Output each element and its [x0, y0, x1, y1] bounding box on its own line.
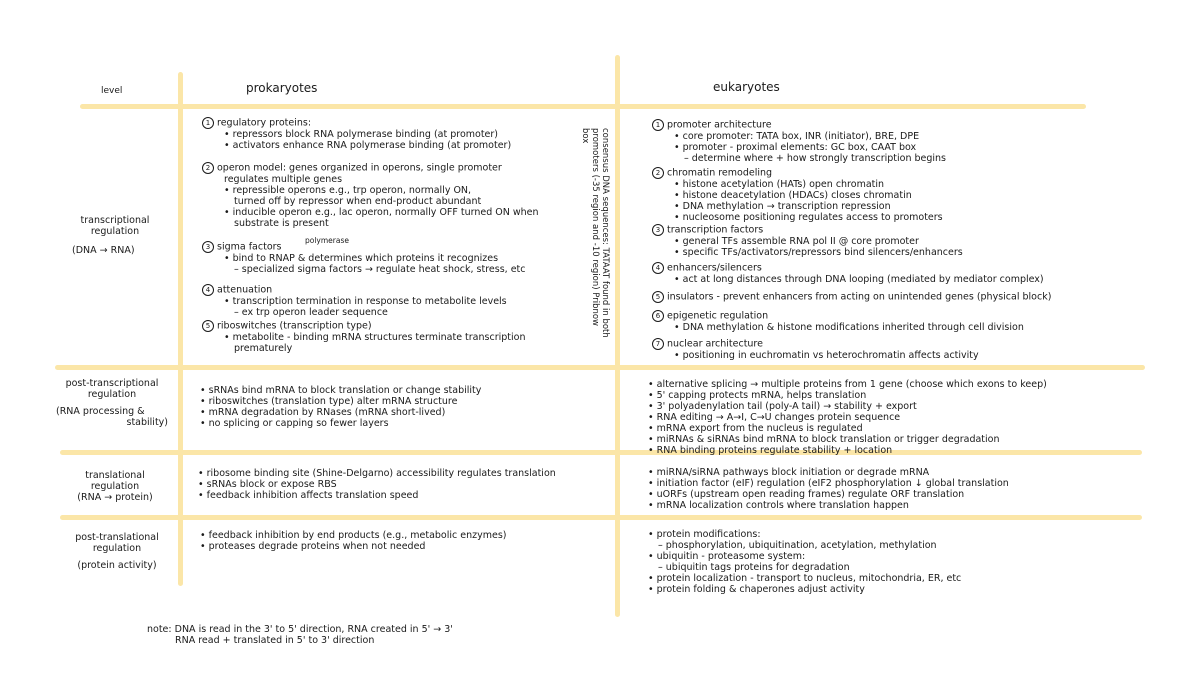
grid-line-header	[80, 104, 1086, 109]
euk-post-transcriptional-list	[648, 379, 1047, 456]
item-number: 4	[202, 284, 214, 296]
list-item: • sRNAs block or expose RBS	[198, 479, 337, 490]
euk-transcriptional-item-3: 3 transcription factors • general TFs assemble RNA pol II @ core promoter • specific TFs/activators/repressors bind silencers/enhancers	[652, 224, 963, 258]
list-item: • riboswitches (translation type) alter mRNA structure	[200, 396, 458, 407]
prok-post-translational-list	[200, 530, 507, 552]
euk-transcriptional-item-5: 5 insulators - prevent enhancers from acting on unintended genes (physical block)	[652, 291, 1051, 303]
header-eukaryotes: eukaryotes	[713, 80, 780, 94]
prok-translational-list	[198, 468, 556, 501]
prok-transcriptional-item-5: 5 riboswitches (transcription type) • metabolite - binding mRNA structures terminate transcription prematurely	[202, 320, 525, 354]
list-item: • feedback inhibition by end products (e.g., metabolic enzymes)	[200, 530, 507, 541]
euk-transcriptional-item-4: 4 enhancers/silencers • act at long distances through DNA looping (mediated by mediator complex)	[652, 262, 1044, 285]
list-item: • 3' polyadenylation tail (poly-A tail) → stability + export	[648, 401, 917, 412]
sigma-polymerase-note: polymerase	[305, 236, 349, 245]
list-item: • proteases degrade proteins when not needed	[200, 541, 426, 552]
grid-line-row-3	[60, 515, 1142, 520]
header-prokaryotes: prokaryotes	[246, 81, 318, 95]
item-number: 5	[652, 291, 664, 303]
direction-note: note: DNA is read in the 3' to 5' direction, RNA created in 5' → 3' RNA read + translated in 5' to 3' direction	[147, 624, 453, 646]
item-number: 5	[202, 320, 214, 332]
euk-translational-list	[648, 467, 1009, 511]
euk-transcriptional-item-6: 6 epigenetic regulation • DNA methylation & histone modifications inherited through cell division	[652, 310, 1024, 333]
item-number: 2	[202, 162, 214, 174]
list-item: • ubiquitin - proteasome system:	[648, 551, 806, 562]
item-number: 1	[652, 119, 664, 131]
list-item: – ubiquitin tags proteins for degradation	[658, 562, 850, 573]
prok-transcriptional-item-4: 4 attenuation • transcription termination in response to metabolite levels – ex trp operon leader sequence	[202, 284, 507, 318]
grid-line-row-1	[55, 365, 1145, 370]
prok-post-transcriptional-list	[200, 385, 481, 429]
list-item: • protein modifications:	[648, 529, 761, 540]
item-number: 6	[652, 310, 664, 322]
prok-transcriptional-item-3: 3 sigma factors • bind to RNAP & determines which proteins it recognizes – specialized sigma factors → regulate heat shock, stress, etc	[202, 241, 526, 275]
list-item: • protein folding & chaperones adjust activity	[648, 584, 865, 595]
item-number: 4	[652, 262, 664, 274]
list-item: • alternative splicing → multiple proteins from 1 gene (choose which exons to keep)	[648, 379, 1047, 390]
list-item: • protein localization - transport to nucleus, mitochondria, ER, etc	[648, 573, 962, 584]
consensus-sequence-side-note: consensus DNA sequences: TATAAT found in both promoters (-35 region and -10 region) Pribnow box	[580, 128, 610, 338]
list-item: • miRNA/siRNA pathways block initiation or degrade mRNA	[648, 467, 930, 478]
list-item: • RNA binding proteins regulate stability + location	[648, 445, 893, 456]
list-item: – phosphorylation, ubiquitination, acetylation, methylation	[658, 540, 937, 551]
level-post-transcriptional: post-transcriptional regulation (RNA processing & stability)	[56, 378, 168, 428]
list-item: • mRNA localization controls where translation happen	[648, 500, 909, 511]
list-item: • mRNA degradation by RNases (mRNA short-lived)	[200, 407, 446, 418]
list-item: • RNA editing → A→I, C→U changes protein sequence	[648, 412, 901, 423]
list-item: • no splicing or capping so fewer layers	[200, 418, 389, 429]
item-number: 3	[652, 224, 664, 236]
list-item: • miRNAs & siRNAs bind mRNA to block translation or trigger degradation	[648, 434, 1000, 445]
list-item: • 5' capping protects mRNA, helps translation	[648, 390, 867, 401]
grid-line-col-2	[615, 55, 620, 617]
level-transcriptional: transcriptional regulation (DNA → RNA)	[72, 215, 150, 256]
list-item: • feedback inhibition affects translation speed	[198, 490, 419, 501]
item-number: 3	[202, 241, 214, 253]
header-level: level	[101, 86, 123, 96]
list-item: • initiation factor (eIF) regulation (eIF2 phosphorylation ↓ global translation	[648, 478, 1009, 489]
level-translational: translational regulation (RNA → protein)	[77, 470, 153, 503]
grid-line-col-1	[178, 72, 183, 586]
list-item: • sRNAs bind mRNA to block translation or change stability	[200, 385, 482, 396]
prok-transcriptional-item-2: 2 operon model: genes organized in operons, single promoter regulates multiple genes • repressible operons e.g., trp operon, normally ON, turned off by repressor when end-product abundant • inducible operon e.g., lac operon, normally OFF turned ON when substrate is present	[202, 162, 539, 229]
list-item: • ribosome binding site (Shine-Delgarno) accessibility regulates translation	[198, 468, 556, 479]
prok-transcriptional-item-1: 1 regulatory proteins: • repressors block RNA polymerase binding (at promoter) • activators enhance RNA polymerase binding (at promoter)	[202, 117, 511, 151]
item-number: 7	[652, 338, 664, 350]
euk-transcriptional-item-7: 7 nuclear architecture • positioning in euchromatin vs heterochromatin affects activity	[652, 338, 979, 361]
level-post-translational: post-translational regulation (protein activity)	[75, 532, 159, 571]
euk-post-translational-list	[648, 529, 961, 595]
list-item: • mRNA export from the nucleus is regulated	[648, 423, 863, 434]
euk-transcriptional-item-1: 1 promoter architecture • core promoter: TATA box, INR (initiator), BRE, DPE • promoter - proximal elements: GC box, CAAT box – determine where + how strongly transcription begins	[652, 119, 946, 164]
item-number: 1	[202, 117, 214, 129]
list-item: • uORFs (upstream open reading frames) regulate ORF translation	[648, 489, 965, 500]
item-number: 2	[652, 167, 664, 179]
euk-transcriptional-item-2: 2 chromatin remodeling • histone acetylation (HATs) open chromatin • histone deacetylation (HDACs) closes chromatin • DNA methylation → transcription repression • nucleosome positioning regulates access to promoters	[652, 167, 943, 223]
